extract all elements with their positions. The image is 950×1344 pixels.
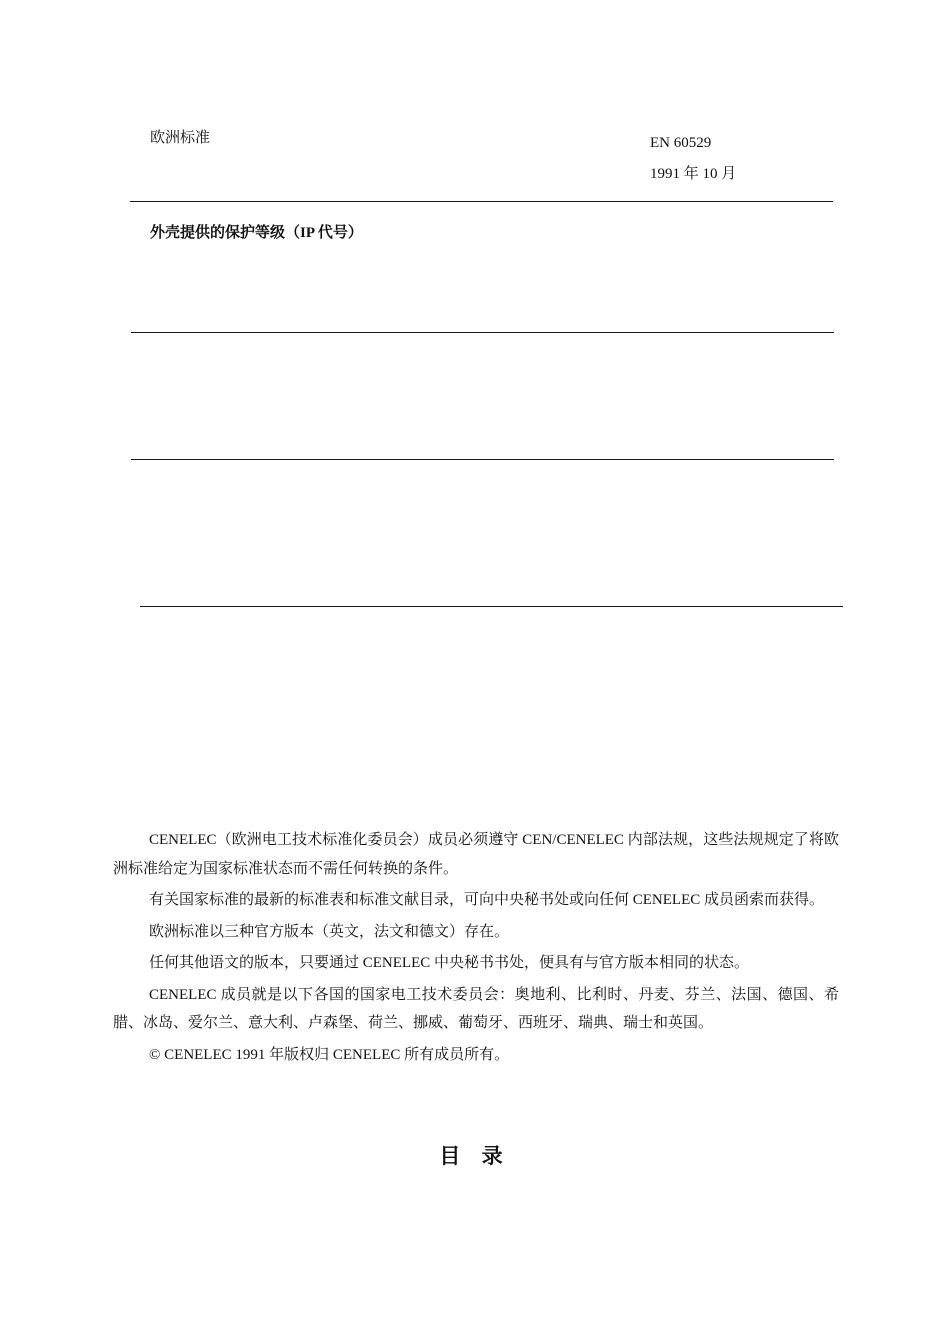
header-right-block bbox=[650, 128, 736, 190]
paragraph: © CENELEC 1991 年版权归 CENELEC 所有成员所有。 bbox=[149, 1046, 510, 1063]
paragraph: CENELEC（欧洲电工技术标准化委员会）成员必须遵守 CEN/CENELEC 内部法规，这些法规规定了将欧洲标准给定为国家标准状态而不需任何转换的条件。 bbox=[113, 832, 839, 877]
body-text bbox=[113, 826, 839, 1072]
toc-heading: 目 录 bbox=[439, 1144, 511, 1168]
paragraph: 有关国家标准的最新的标准表和标准文献目录，可向中央秘书处或向任何 CENELEC 成员函索而获得。 bbox=[149, 892, 824, 908]
document-title: 外壳提供的保护等级（IP 代号） bbox=[150, 225, 363, 241]
paragraph: CENELEC 成员就是以下各国的国家电工技术委员会：奥地利、比利时、丹麦、芬兰、法国、德国、希腊、冰岛、爱尔兰、意大利、卢森堡、荷兰、挪威、葡萄牙、西班牙、瑞典、瑞士和英国。 bbox=[113, 986, 839, 1031]
publication-date: 1991 年 10 月 bbox=[650, 166, 737, 182]
header-left-label: 欧洲标准 bbox=[150, 130, 211, 146]
divider-line bbox=[140, 606, 843, 607]
paragraph: 任何其他语文的版本，只要通过 CENELEC 中央秘书书处，便具有与官方版本相同的状态。 bbox=[149, 955, 749, 971]
paragraph: 欧洲标准以三种官方版本（英文，法文和德文）存在。 bbox=[149, 923, 510, 940]
divider-line bbox=[130, 201, 833, 202]
divider-line bbox=[131, 459, 834, 460]
divider-line bbox=[131, 332, 834, 333]
standard-number: EN 60529 bbox=[650, 135, 712, 151]
